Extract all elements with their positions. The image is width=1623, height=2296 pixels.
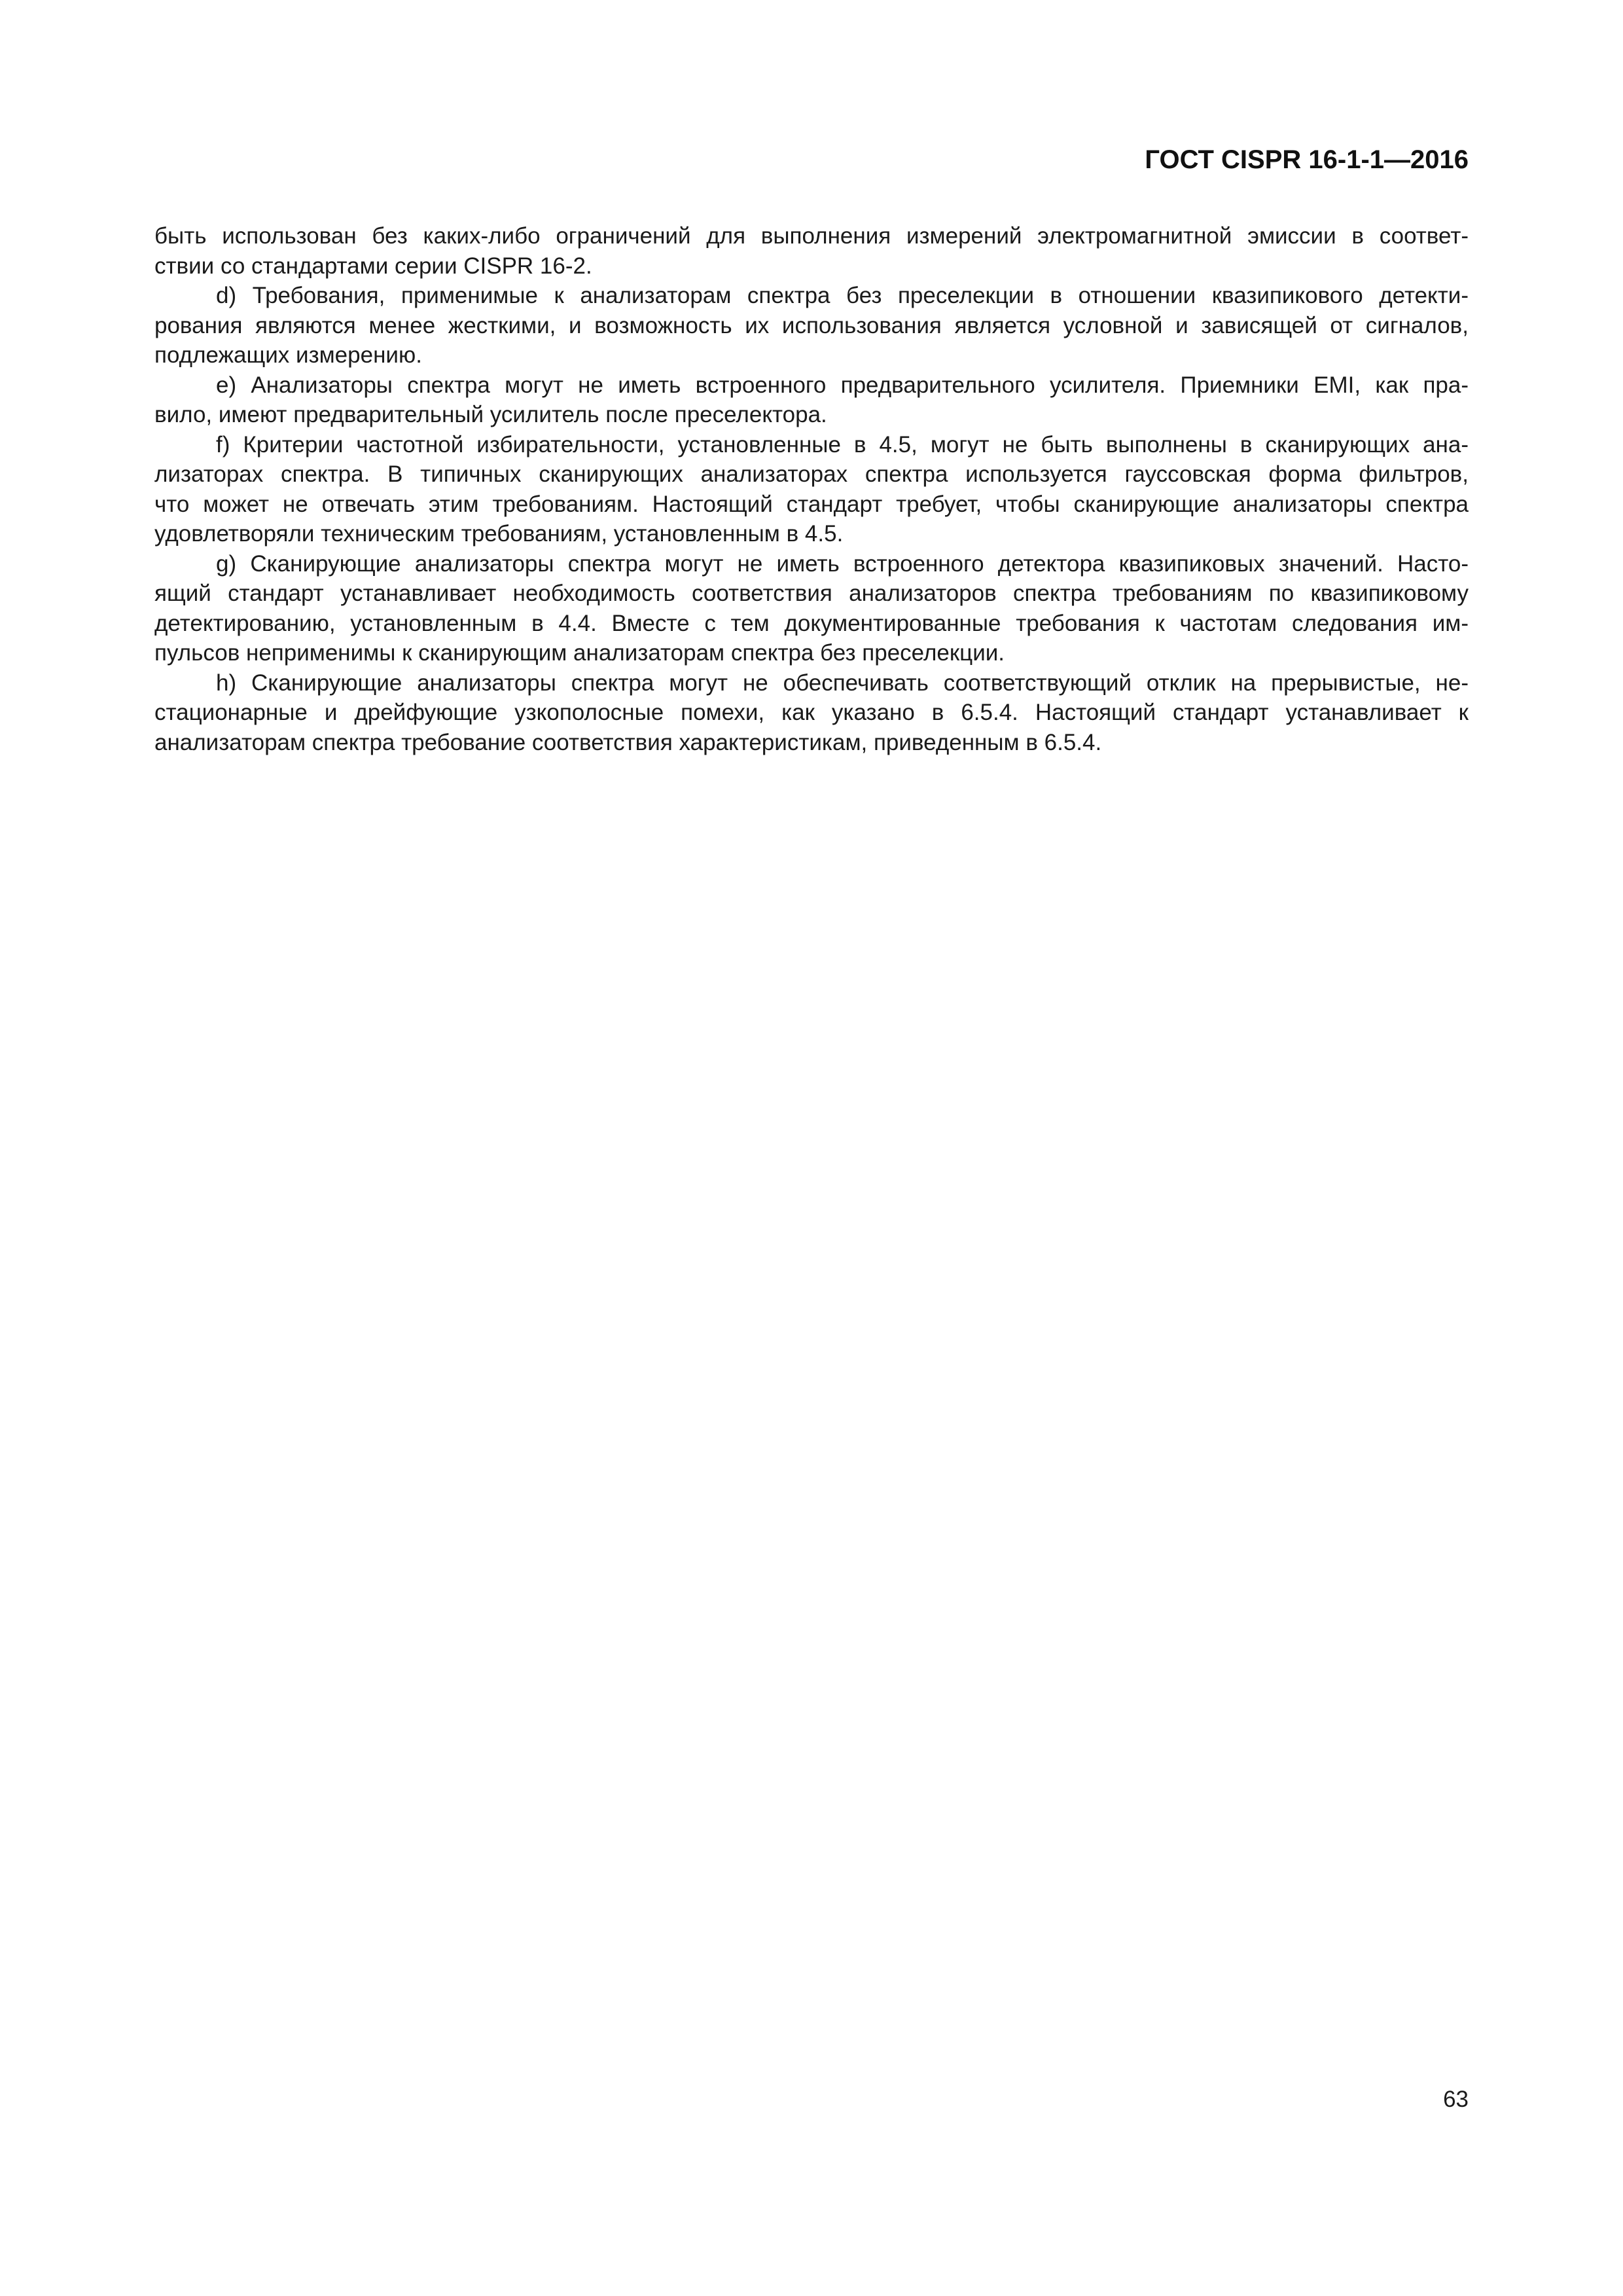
text-line: вило, имеют предварительный усилитель после преселектора.: [154, 402, 827, 427]
page-number: 63: [1443, 2087, 1469, 2112]
document-header-title: ГОСТ CISPR 16-1-1—2016: [1145, 145, 1469, 174]
document-body: [154, 221, 1469, 757]
text-line: рования являются менее жесткими, и возможность их использования является условной и зависящей от сигналов,: [154, 312, 1469, 338]
text-line: пульсов неприменимы к сканирующим анализаторам спектра без преселекции.: [154, 640, 1005, 666]
text-line: f) Критерии частотной избирательности, установленные в 4.5, могут не быть выполнены в сканирующих ана-: [216, 431, 1469, 457]
text-line: d) Требования, применимые к анализаторам спектра без преселекции в отношении квазипикового детекти-: [216, 283, 1469, 308]
text-line: ящий стандарт устанавливает необходимость соответствия анализаторов спектра требованиям по квазипиковому: [154, 581, 1469, 606]
paragraph-continuation: [154, 221, 1469, 281]
text-line: лизаторах спектра. В типичных сканирующих анализаторах спектра используется гауссовская форма фильтров,: [154, 461, 1469, 487]
text-line: h) Сканирующие анализаторы спектра могут не обеспечивать соответствующий отклик на прерывистые, не-: [216, 670, 1469, 696]
paragraph-item-d: [154, 281, 1469, 370]
text-line: подлежащих измерению.: [154, 342, 422, 368]
paragraph-item-e: [154, 370, 1469, 430]
text-line: ствии со стандартами серии CISPR 16-2.: [154, 253, 592, 279]
text-line: g) Сканирующие анализаторы спектра могут не иметь встроенного детектора квазипиковых значений. Насто-: [216, 550, 1469, 577]
text-line: анализаторам спектра требование соответствия характеристикам, приведенным в 6.5.4.: [154, 729, 1102, 755]
paragraph-item-g: [154, 549, 1469, 668]
text-line: е) Анализаторы спектра могут не иметь встроенного предварительного усилителя. Приемники EMI, как пра-: [216, 372, 1469, 398]
text-line: удовлетворяли техническим требованиям, установленным в 4.5.: [154, 521, 844, 547]
paragraph-item-f: [154, 430, 1469, 549]
text-line: детектированию, установленным в 4.4. Вместе с тем документированные требования к частотам следования им-: [154, 610, 1469, 636]
text-line: что может не отвечать этим требованиям. Настоящий стандарт требует, чтобы сканирующие анализаторы спектра: [154, 491, 1469, 517]
text-line: стационарные и дрейфующие узкополосные помехи, как указано в 6.5.4. Настоящий стандарт устанавливает к: [154, 700, 1469, 725]
paragraph-item-h: [154, 668, 1469, 758]
text-line: быть использован без каких-либо ограничений для выполнения измерений электромагнитной эмиссии в соответ-: [154, 223, 1469, 249]
